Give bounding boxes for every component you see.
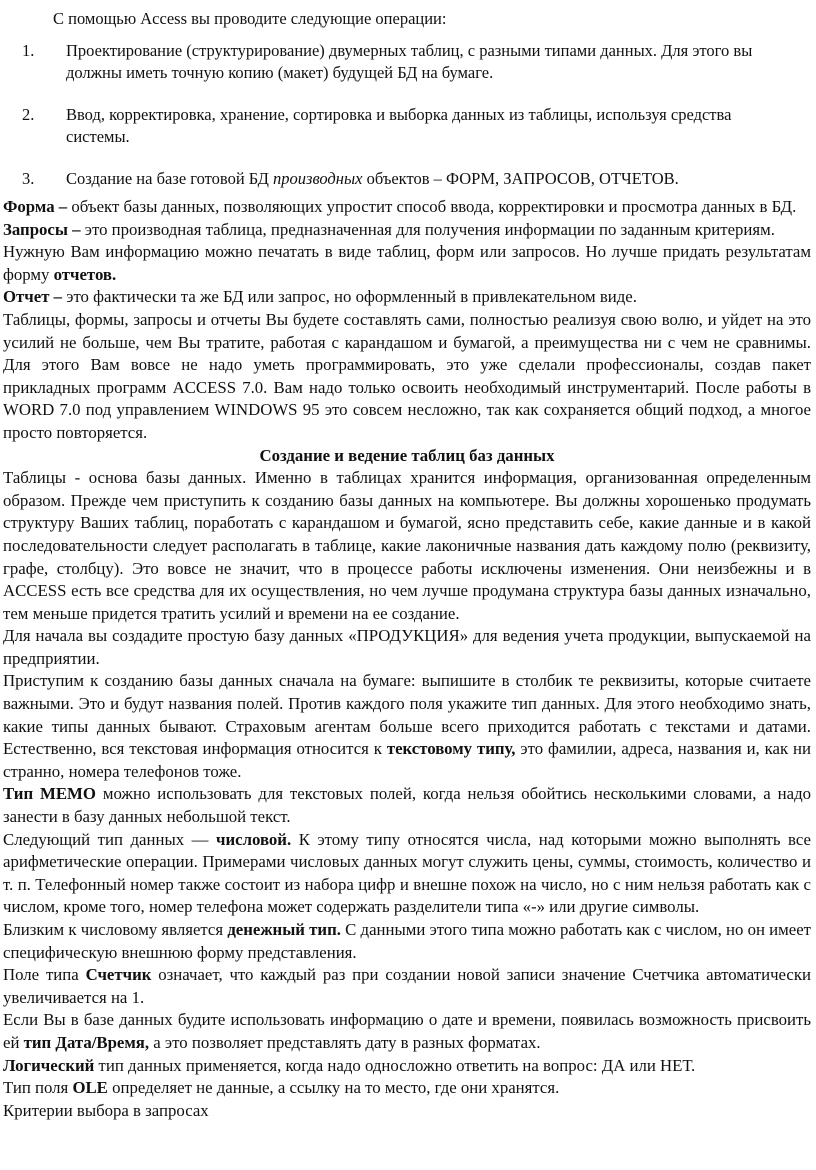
- bold-counter: Счетчик: [85, 965, 152, 985]
- operation-item-2: [22, 104, 792, 148]
- text-counter-before: Поле типа: [3, 965, 86, 985]
- paragraph-date: [3, 1009, 811, 1054]
- paragraph-logic: [3, 1055, 811, 1078]
- operation-item-3: [22, 168, 792, 190]
- text-date-after: а это позволяет представлять дату в разных форматах.: [149, 1032, 541, 1052]
- text-print: Нужную Вам информацию можно печатать в виде таблиц, форм или запросов. Но лучше придать результатам форму: [3, 242, 811, 284]
- text-numeric-before: Следующий тип данных —: [3, 829, 216, 849]
- paragraph-numeric: [3, 829, 811, 919]
- paragraph-counter: [3, 964, 811, 1009]
- text-numeric-after: К этому типу относятся числа, над которыми можно выполнять все арифметические операции. Примерами числовых данных могут служить цены, суммы, стоимость, количество и т. п. Телефонный номер также состоит из набора цифр и внешне похож на число, но с ним нельзя работать как с числом, кроме того, номер телефона может содержать разделители типа «-» или другие символы.: [3, 829, 811, 917]
- term-otchet: Отчет –: [3, 287, 63, 307]
- text-forma: объект базы данных, позволяющих упростит способ ввода, корректировки и просмотра данных в БД.: [71, 197, 797, 216]
- bold-money: денежный тип.: [227, 920, 341, 939]
- text-proceed-after: это фамилии, адреса, названия и, как ни странно, номера телефонов тоже.: [3, 739, 812, 781]
- text-ole-before: Тип поля: [3, 1078, 73, 1098]
- paragraph-proceed: [3, 670, 811, 783]
- paragraph-forma: [3, 196, 811, 219]
- text-proceed: Приступим к созданию базы данных сначала на бумаге: выпишите в столбик те реквизиты, которые считаете важными. Это и будут названия полей. Против каждого поля укажите тип данных. Для этого необходимо знать, какие типы данных бывают. Страховым агентам больше всего приходится работать с текстами и датами. Естественно, вся текстовая информация относится к: [3, 671, 811, 759]
- paragraph-zaprosy: [3, 219, 811, 242]
- operation-text: Ввод, корректировка, хранение, сортировка и выборка данных из таблицы, используя средства системы.: [66, 105, 732, 146]
- text-money-after: С данными этого типа можно работать как с числом, но он имеет специфическую внешнюю форму представления.: [3, 920, 811, 962]
- text-logic: тип данных применяется, когда надо односложно ответить на вопрос: ДА или НЕТ.: [94, 1055, 696, 1075]
- paragraph-memo: [3, 783, 811, 828]
- paragraph-ole: [3, 1077, 811, 1100]
- text-otchet: это фактически та же БД или запрос, но оформленный в привлекательном виде.: [62, 287, 637, 307]
- text-ole-after: определяет не данные, а ссылку на то место, где они хранятся.: [107, 1078, 560, 1098]
- paragraph-otchet: [3, 286, 811, 309]
- term-logic: Логический: [3, 1055, 95, 1075]
- term-forma: Форма –: [3, 197, 72, 216]
- operation-text-italic: производных: [273, 169, 363, 188]
- term-memo: Тип МЕМО: [3, 784, 96, 804]
- bold-print: отчетов.: [53, 264, 117, 284]
- text-date-before: Если Вы в базе данных будите использовать информацию о дате и времени, появилась возможность присвоить ей: [3, 1010, 811, 1052]
- text-counter-after: означает, что каждый раз при создании новой записи значение Счетчика автоматически увеличивается на 1.: [3, 965, 812, 1007]
- bold-ole: OLE: [72, 1078, 108, 1098]
- text-zaprosy: это производная таблица, предназначенная для получения информации по заданным критериям.: [80, 219, 775, 239]
- operation-item-1: [22, 40, 792, 84]
- section-heading: Создание и ведение таблиц баз данных: [259, 445, 555, 465]
- bold-date: тип Дата/Время,: [23, 1032, 150, 1052]
- operation-number: 1.: [22, 41, 35, 60]
- paragraph-basis: Таблицы - основа базы данных. Именно в таблицах хранится информация, организованная определенным образом. Прежде чем приступить к созданию базы данных на компьютере. Вы должны хорошенько продумать структуру Ваших таблиц, поработать с карандашом и бумагой, ясно представить себе, какие данные и в какой последовательности следует располагать в таблице, какие лаконичные названия дать каждому полю (реквизиту, графе, столбцу). Это вовсе не значит, что в процессе работы исключены изменения. Они неизбежны и в ACCESS есть все средства для их осуществления, но чем лучше продумана структура базы данных изначально, тем меньше придется тратить усилий и времени на ее создание.: [3, 468, 811, 623]
- operation-text: Проектирование (структурирование) двумерных таблиц, с разными типами данных. Для этого вы должны иметь точную копию (макет) будущей БД на бумаге.: [66, 41, 753, 82]
- paragraph-start: Для начала вы создадите простую базу данных «ПРОДУКЦИЯ» для ведения учета продукции, выпускаемой на предприятии.: [3, 626, 811, 668]
- text-memo: можно использовать для текстовых полей, когда нельзя обойтись несколькими словами, а надо занести в базу данных небольшой текст.: [3, 784, 812, 827]
- operation-text-before: Создание на базе готовой БД: [66, 169, 274, 188]
- paragraph-criteria: Критерии выбора в запросах: [3, 1100, 209, 1120]
- paragraph-money: [3, 919, 811, 964]
- operation-text-after: объектов – ФОРМ, ЗАПРОСОВ, ОТЧЕТОВ.: [362, 169, 679, 188]
- operations-list: [22, 40, 792, 210]
- operation-number: 2.: [22, 105, 35, 124]
- text-money-before: Близким к числовому является: [3, 920, 228, 939]
- paragraph-print: [3, 241, 811, 286]
- bold-proceed: текстовому типу,: [386, 739, 516, 759]
- operation-number: 3.: [22, 169, 35, 188]
- paragraph-tables: Таблицы, формы, запросы и отчеты Вы будете составлять сами, полностью реализуя свою волю, и уйдет на это усилий не больше, чем Вы тратите, работая с карандашом и бумагой, а преимущества ни с чем не сравнимы. Для этого Вам вовсе не надо уметь программировать, это уже сделали профессионалы, создав пакет прикладных программ ACCESS 7.0. Вам надо только освоить необходимый инструментарий. После работы в WORD 7.0 под управлением WINDOWS 95 это совсем несложно, так как сохраняется общий подход, а многое просто повторяется.: [3, 309, 811, 442]
- document-body: [3, 196, 811, 1122]
- term-zaprosy: Запросы –: [3, 219, 81, 239]
- bold-numeric: числовой.: [216, 829, 292, 849]
- intro-line: С помощью Access вы проводите следующие операции:: [53, 9, 447, 28]
